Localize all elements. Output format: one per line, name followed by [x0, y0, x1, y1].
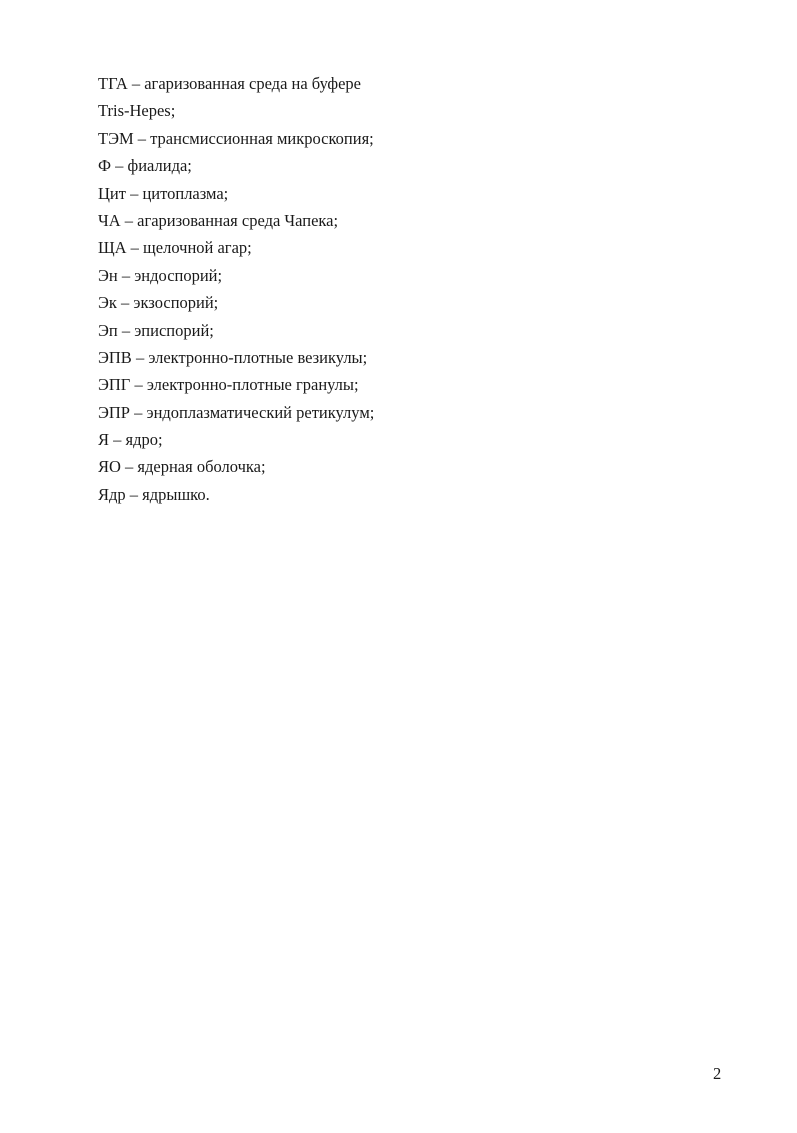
page-number: 2 — [713, 1064, 722, 1083]
abbreviation-line: Я – ядро; — [98, 430, 163, 450]
abbreviation-line: ЭПВ – электронно-плотные везикулы; — [98, 347, 368, 367]
abbreviation-line: Эп – эписпорий; — [98, 320, 214, 340]
abbreviation-line: ЧА – агаризованная среда Чапека; — [98, 210, 339, 230]
abbreviation-line: ТГА – агаризованная среда на буфере — [98, 74, 361, 93]
abbreviation-list — [98, 70, 698, 508]
abbreviation-line: Эн – эндоспорий; — [98, 265, 223, 285]
abbreviation-line: Цит – цитоплазма; — [98, 183, 229, 203]
abbreviation-line: ЩА – щелочной агар; — [98, 238, 252, 258]
abbreviation-line: ЭПГ – электронно-плотные гранулы; — [98, 375, 359, 395]
abbreviation-line: ТЭМ – трансмиссионная микроскопия; — [98, 128, 374, 148]
abbreviation-line: ЯО – ядерная оболочка; — [98, 457, 266, 477]
abbreviation-line: Эк – экзоспорий; — [98, 293, 219, 313]
abbreviation-line: Ядр – ядрышко. — [98, 484, 210, 504]
abbreviation-line: Ф – фиалида; — [98, 156, 192, 176]
abbreviation-line: ЭПР – эндоплазматический ретикулум; — [98, 402, 375, 422]
abbreviation-line: Tris-Hepes; — [98, 101, 176, 121]
